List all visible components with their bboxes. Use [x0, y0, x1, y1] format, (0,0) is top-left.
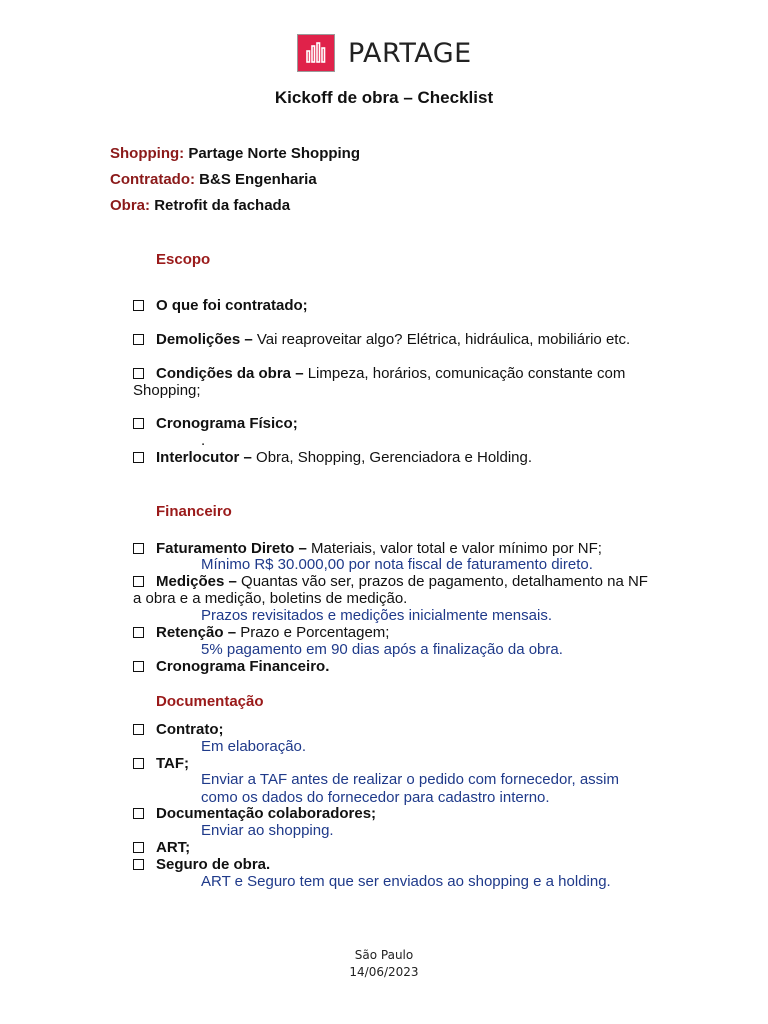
item-title: Faturamento Direto – — [156, 540, 307, 557]
item-note: ART e Seguro tem que ser enviados ao shopping e a holding. — [201, 873, 611, 890]
item-title: Contrato; — [156, 721, 224, 738]
page-title: Kickoff de obra – Checklist — [274, 88, 494, 107]
checkbox[interactable] — [133, 758, 144, 769]
footer-city: São Paulo — [354, 948, 414, 962]
item-title: Interlocutor – — [156, 449, 252, 466]
item-title: Documentação colaboradores; — [156, 805, 377, 822]
item-note: Enviar a TAF antes de realizar o pedido com fornecedor, assim como os dados do fornecedor para cadastro interno. — [201, 771, 619, 806]
item-title: TAF; — [156, 755, 190, 772]
meta-obra-value: Retrofit da fachada — [154, 197, 291, 214]
checkbox[interactable] — [133, 368, 144, 379]
item-text: Prazo e Porcentagem; — [236, 624, 390, 641]
item-title: Medições – — [156, 573, 237, 590]
item-title: Cronograma Físico; — [156, 415, 298, 432]
section-documentacao: Documentação — [156, 693, 264, 710]
checkbox[interactable] — [133, 452, 144, 463]
checkbox[interactable] — [133, 576, 144, 587]
item-text: Limpeza, horários, comunicação constante com Shopping; — [133, 365, 626, 399]
item-title: O que foi contratado; — [156, 297, 308, 314]
meta-contratado — [110, 171, 317, 188]
checkbox[interactable] — [133, 300, 144, 311]
checkbox[interactable] — [133, 627, 144, 638]
checklist-item — [133, 805, 376, 822]
stray-dot: . — [201, 432, 206, 449]
checklist-item — [133, 755, 189, 772]
meta-obra — [110, 197, 290, 214]
footer-date: 14/06/2023 — [349, 965, 419, 979]
checkbox[interactable] — [133, 808, 144, 819]
meta-shopping — [110, 145, 360, 162]
checklist-item — [133, 721, 224, 738]
checklist-item — [133, 839, 190, 856]
item-note: Enviar ao shopping. — [201, 822, 334, 839]
checkbox[interactable] — [133, 543, 144, 554]
meta-contratado-key: Contratado: — [110, 171, 195, 188]
item-note: 5% pagamento em 90 dias após a finalização da obra. — [201, 641, 563, 658]
checkbox[interactable] — [133, 661, 144, 672]
item-text: Quantas vão ser, prazos de pagamento, detalhamento na NF a obra e a medição, boletins de medição. — [133, 573, 648, 607]
checklist-item — [133, 365, 653, 399]
checklist-item — [133, 573, 653, 607]
item-note: Prazos revisitados e medições inicialmente mensais. — [201, 607, 552, 624]
checklist-item — [133, 624, 389, 641]
brand-name: PARTAGE — [348, 37, 472, 69]
meta-contratado-value: B&S Engenharia — [199, 171, 317, 188]
item-title: Cronograma Financeiro. — [156, 658, 330, 675]
item-title: Retenção – — [156, 624, 237, 641]
item-text: Obra, Shopping, Gerenciadora e Holding. — [251, 449, 533, 466]
checklist-item — [133, 297, 308, 314]
checklist-item — [133, 856, 270, 873]
checkbox[interactable] — [133, 859, 144, 870]
item-text: Materiais, valor total e valor mínimo por NF; — [306, 540, 602, 557]
checklist-item — [133, 415, 298, 432]
item-title: ART; — [156, 839, 191, 856]
checklist-item — [133, 331, 630, 348]
checklist-item — [133, 540, 602, 557]
meta-shopping-value: Partage Norte Shopping — [188, 145, 361, 162]
checkbox[interactable] — [133, 418, 144, 429]
item-title: Condições da obra – — [156, 365, 304, 382]
checklist-item — [133, 658, 329, 675]
item-title: Seguro de obra. — [156, 856, 271, 873]
item-title: Demolições – — [156, 331, 253, 348]
meta-obra-key: Obra: — [110, 197, 151, 214]
item-note: Em elaboração. — [201, 738, 307, 755]
item-note: Mínimo R$ 30.000,00 por nota fiscal de faturamento direto. — [201, 556, 593, 573]
meta-shopping-key: Shopping: — [110, 145, 185, 162]
brand-logo — [297, 33, 472, 73]
checkbox[interactable] — [133, 724, 144, 735]
item-text: Vai reaproveitar algo? Elétrica, hidráulica, mobiliário etc. — [252, 331, 631, 348]
section-financeiro: Financeiro — [156, 503, 232, 520]
section-escopo: Escopo — [156, 251, 211, 268]
checklist-item — [133, 449, 532, 466]
checkbox[interactable] — [133, 334, 144, 345]
building-bars-icon — [297, 34, 335, 72]
checkbox[interactable] — [133, 842, 144, 853]
